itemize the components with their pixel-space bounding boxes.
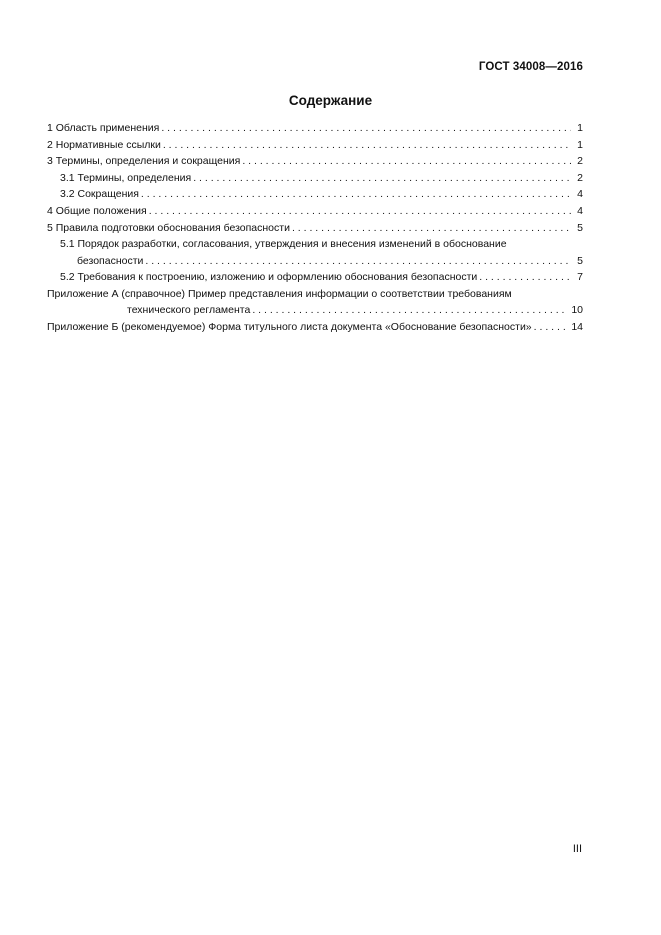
toc-entry-label: 5.1 Порядок разработки, согласования, утверждения и внесения изменений в обоснование xyxy=(60,238,507,251)
toc-entry-label: 3 Термины, определения и сокращения xyxy=(47,155,241,168)
toc-leader-dots xyxy=(161,120,571,137)
page-number: III xyxy=(572,843,582,855)
toc-leader-dots xyxy=(252,302,567,319)
toc-entry[interactable] xyxy=(47,286,583,319)
toc-entry-page: 2 xyxy=(577,155,583,168)
toc-entry-label: 4 Общие положения xyxy=(47,204,147,217)
toc-entry-page: 14 xyxy=(571,320,583,333)
toc-entry-label: 2 Нормативные ссылки xyxy=(47,138,161,151)
toc-entry-label-continuation: безопасности xyxy=(77,254,144,267)
toc-leader-dots xyxy=(242,153,571,170)
toc-entry[interactable] xyxy=(47,203,583,220)
toc-leader-dots xyxy=(479,269,571,286)
toc-entry-label: 3.2 Сокращения xyxy=(60,188,139,201)
toc-entry[interactable] xyxy=(47,120,583,137)
toc-entry[interactable] xyxy=(47,236,583,269)
toc-entry-page: 1 xyxy=(577,138,583,151)
toc-entry[interactable] xyxy=(47,319,583,336)
toc-entry-page: 10 xyxy=(571,304,583,317)
standard-code: ГОСТ 34008—2016 xyxy=(478,61,583,73)
toc-entry-label-continuation: технического регламента xyxy=(127,304,251,317)
toc-entry-label: Приложение Б (рекомендуемое) Форма титульного листа документа «Обоснование безопасности» xyxy=(47,320,532,333)
toc-entry[interactable] xyxy=(47,137,583,154)
toc-leader-dots xyxy=(145,253,571,270)
toc-leader-dots xyxy=(141,186,571,203)
table-of-contents xyxy=(47,120,583,335)
toc-entry-label: Приложение А (справочное) Пример представления информации о соответствии требованиям xyxy=(47,287,512,300)
toc-entry-page: 1 xyxy=(577,122,583,134)
toc-entry[interactable] xyxy=(47,220,583,237)
toc-entry[interactable] xyxy=(47,186,583,203)
toc-leader-dots xyxy=(193,170,571,187)
toc-leader-dots xyxy=(163,137,571,154)
toc-entry[interactable] xyxy=(47,153,583,170)
toc-entry-label: 1 Область применения xyxy=(47,122,160,134)
toc-leader-dots xyxy=(149,203,571,220)
toc-leader-dots xyxy=(292,220,571,237)
toc-entry-page: 7 xyxy=(577,271,583,284)
toc-entry[interactable] xyxy=(47,269,583,286)
toc-entry-label: 3.1 Термины, определения xyxy=(60,171,192,184)
toc-title: Содержание xyxy=(288,93,373,108)
toc-entry-label: 5 Правила подготовки обоснования безопасности xyxy=(47,221,290,234)
toc-entry-page: 5 xyxy=(577,221,583,234)
toc-entry-page: 4 xyxy=(577,204,583,217)
toc-entry-page: 4 xyxy=(577,188,583,201)
toc-leader-dots xyxy=(534,319,568,336)
toc-entry-label: 5.2 Требования к построению, изложению и оформлению обоснования безопасности xyxy=(60,271,478,284)
toc-entry[interactable] xyxy=(47,170,583,187)
toc-entry-page: 2 xyxy=(577,171,583,184)
toc-entry-page: 5 xyxy=(577,254,583,267)
